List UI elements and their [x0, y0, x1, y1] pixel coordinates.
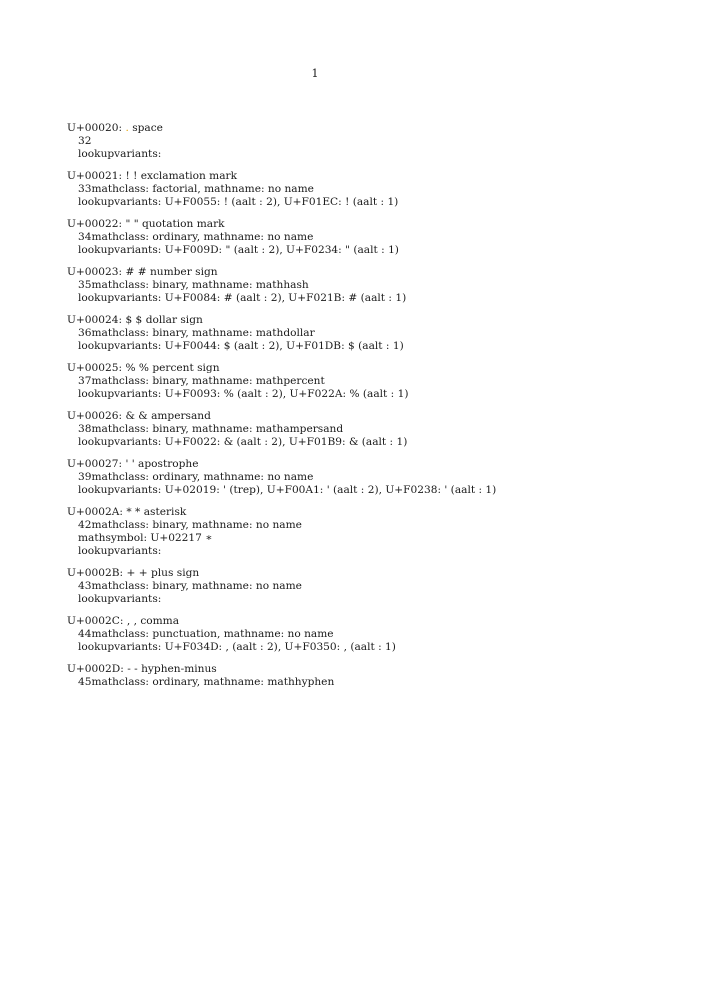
glyph-entry-list: [67, 122, 687, 698]
glyph-entry-header: [67, 567, 687, 580]
page-number: 1: [311, 67, 319, 80]
codepoint-label: U+00025:: [67, 362, 123, 374]
entry-detail-line: 36mathclass: binary, mathname: mathdollar: [78, 327, 315, 339]
entry-detail-line: lookupvariants:: [78, 545, 162, 557]
glyph-entry: [67, 663, 687, 689]
codepoint-label: U+00027:: [67, 458, 123, 470]
glyph-entry: [67, 506, 687, 558]
character-name: number sign: [149, 266, 218, 278]
codepoint-label: U+00026:: [67, 410, 123, 422]
glyph-entry-header: [67, 663, 687, 676]
entry-detail-line: lookupvariants: U+F0084: # (aalt : 2), U+F021B: # (aalt : 1): [78, 292, 407, 304]
entry-detail-line: lookupvariants:: [78, 593, 162, 605]
glyph-entry: [67, 170, 687, 209]
character-name: exclamation mark: [140, 170, 238, 182]
codepoint-label: U+00023:: [67, 266, 123, 278]
entry-detail-line: 37mathclass: binary, mathname: mathpercent: [78, 375, 325, 387]
entry-detail-line: lookupvariants: U+F034D: , (aalt : 2), U+F0350: , (aalt : 1): [78, 641, 396, 653]
glyph-samples: - -: [127, 663, 138, 675]
character-name: comma: [140, 615, 180, 627]
glyph-entry: [67, 122, 687, 161]
entry-detail-line: 44mathclass: punctuation, mathname: no name: [78, 628, 334, 640]
glyph-entry-header: [67, 615, 687, 628]
glyph-samples: " ": [125, 218, 139, 230]
glyph-entry: [67, 615, 687, 654]
character-name: hyphen-minus: [141, 663, 217, 675]
codepoint-label: U+0002C:: [67, 615, 124, 627]
glyph-entry-header: [67, 266, 687, 279]
entry-detail-line: 38mathclass: binary, mathname: mathampersand: [78, 423, 344, 435]
glyph-samples: & &: [125, 410, 148, 422]
entry-detail-line: 32: [78, 135, 92, 147]
entry-detail-line: 39mathclass: ordinary, mathname: no name: [78, 471, 314, 483]
glyph-entry: [67, 362, 687, 401]
glyph-entry-header: [67, 314, 687, 327]
entry-detail-line: mathsymbol: U+02217 ∗: [78, 532, 213, 544]
codepoint-label: U+00021:: [67, 170, 123, 182]
glyph-entry: [67, 314, 687, 353]
glyph-samples: .: [125, 122, 129, 134]
codepoint-label: U+00020:: [67, 122, 123, 134]
entry-detail-line: lookupvariants: U+F0044: $ (aalt : 2), U+F01DB: $ (aalt : 1): [78, 340, 404, 352]
glyph-entry-header: [67, 362, 687, 375]
entry-detail-line: 43mathclass: binary, mathname: no name: [78, 580, 302, 592]
glyph-entry: [67, 266, 687, 305]
character-name: apostrophe: [138, 458, 199, 470]
glyph-entry: [67, 218, 687, 257]
glyph-samples: + +: [126, 567, 148, 579]
entry-detail-line: lookupvariants: U+F009D: " (aalt : 2), U+F0234: " (aalt : 1): [78, 244, 399, 256]
glyph-samples: * *: [126, 506, 141, 518]
glyph-entry: [67, 458, 687, 497]
codepoint-label: U+00022:: [67, 218, 123, 230]
entry-detail-line: lookupvariants: U+02019: ' (trep), U+F00A1: ' (aalt : 2), U+F0238: ' (aalt : 1): [78, 484, 497, 496]
glyph-entry-header: [67, 410, 687, 423]
glyph-entry-header: [67, 122, 687, 135]
glyph-samples: % %: [125, 362, 149, 374]
character-name: ampersand: [151, 410, 211, 422]
entry-detail-line: 34mathclass: ordinary, mathname: no name: [78, 231, 314, 243]
character-name: dollar sign: [145, 314, 203, 326]
entry-detail-line: 35mathclass: binary, mathname: mathhash: [78, 279, 309, 291]
glyph-entry-header: [67, 218, 687, 231]
codepoint-label: U+0002A:: [67, 506, 123, 518]
glyph-samples: $ $: [125, 314, 143, 326]
character-name: asterisk: [143, 506, 187, 518]
entry-detail-line: lookupvariants: U+F0022: & (aalt : 2), U+F01B9: & (aalt : 1): [78, 436, 408, 448]
glyph-samples: ' ': [125, 458, 135, 470]
character-name: plus sign: [151, 567, 200, 579]
entry-detail-line: 42mathclass: binary, mathname: no name: [78, 519, 302, 531]
codepoint-label: U+0002B:: [67, 567, 124, 579]
entry-detail-line: 33mathclass: factorial, mathname: no name: [78, 183, 314, 195]
glyph-entry-header: [67, 506, 687, 519]
character-name: space: [132, 122, 163, 134]
codepoint-label: U+00024:: [67, 314, 123, 326]
glyph-samples: # #: [125, 266, 147, 278]
entry-detail-line: 45mathclass: ordinary, mathname: mathhyphen: [78, 676, 335, 688]
glyph-entry: [67, 567, 687, 606]
entry-detail-line: lookupvariants: U+F0055: ! (aalt : 2), U+F01EC: ! (aalt : 1): [78, 196, 399, 208]
character-name: quotation mark: [141, 218, 225, 230]
glyph-samples: , ,: [126, 615, 137, 627]
glyph-entry: [67, 410, 687, 449]
glyph-entry-header: [67, 458, 687, 471]
entry-detail-line: lookupvariants:: [78, 148, 162, 160]
character-name: percent sign: [152, 362, 220, 374]
entry-detail-line: lookupvariants: U+F0093: % (aalt : 2), U+F022A: % (aalt : 1): [78, 388, 409, 400]
codepoint-label: U+0002D:: [67, 663, 124, 675]
glyph-samples: ! !: [125, 170, 138, 182]
glyph-entry-header: [67, 170, 687, 183]
